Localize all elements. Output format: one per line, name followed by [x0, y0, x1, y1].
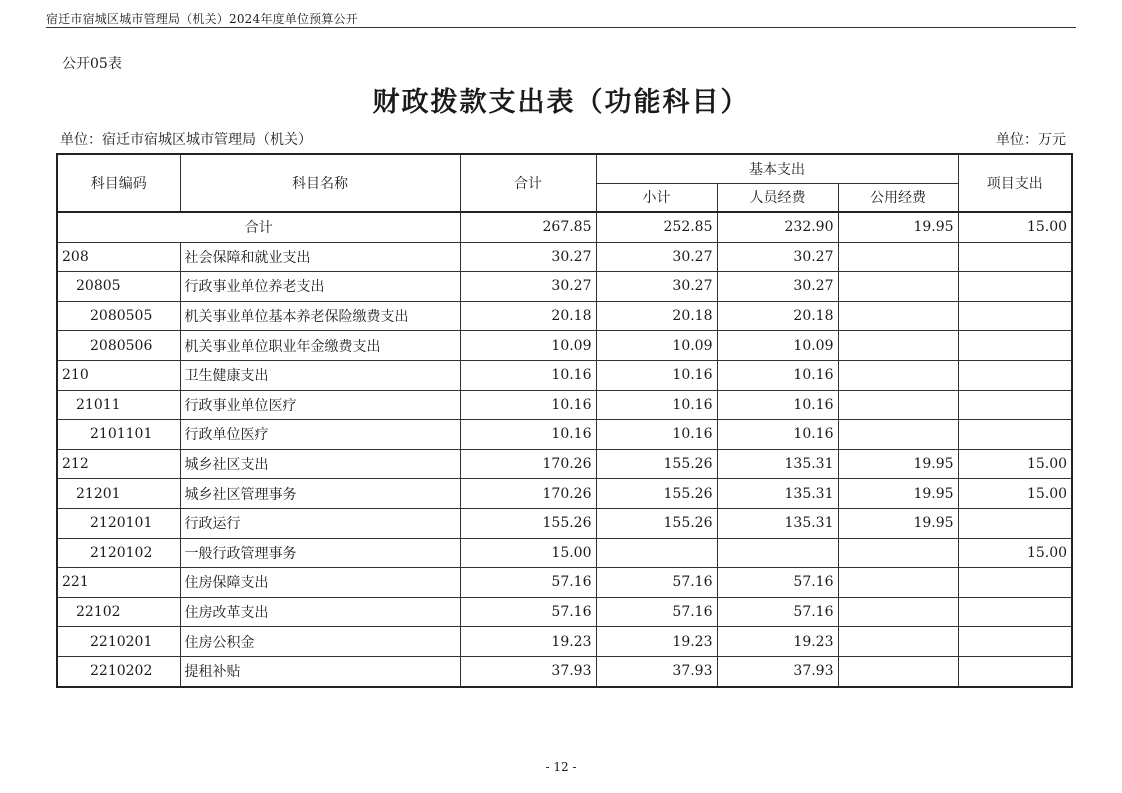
cell-personnel: 135.31 — [717, 508, 838, 538]
header-project: 项目支出 — [958, 154, 1072, 212]
cell-public — [838, 331, 958, 361]
cell-name: 提租补贴 — [180, 656, 460, 686]
page-title: 财政拨款支出表（功能科目） — [372, 87, 750, 118]
cell-public: 19.95 — [838, 479, 958, 509]
cell-subtotal: 10.16 — [596, 420, 717, 450]
cell-name: 城乡社区管理事务 — [180, 479, 460, 509]
cell-project — [958, 508, 1072, 538]
cell-project — [958, 656, 1072, 686]
cell-public — [838, 390, 958, 420]
budget-table — [56, 153, 1073, 688]
cell-total: 10.16 — [460, 390, 596, 420]
table-row — [57, 390, 1072, 420]
currency-unit: 单位：万元 — [996, 132, 1066, 148]
table-row — [57, 656, 1072, 686]
cell-code: 21011 — [57, 390, 180, 420]
cell-total: 10.16 — [460, 360, 596, 390]
cell-name: 一般行政管理事务 — [180, 538, 460, 568]
cell-name: 住房公积金 — [180, 627, 460, 657]
total-amount: 267.85 — [460, 212, 596, 242]
cell-personnel — [717, 538, 838, 568]
cell-subtotal: 20.18 — [596, 301, 717, 331]
cell-total: 57.16 — [460, 597, 596, 627]
cell-name: 社会保障和就业支出 — [180, 242, 460, 272]
cell-personnel: 57.16 — [717, 568, 838, 598]
cell-name: 卫生健康支出 — [180, 360, 460, 390]
cell-code: 210 — [57, 360, 180, 390]
cell-subtotal — [596, 538, 717, 568]
cell-total: 10.16 — [460, 420, 596, 450]
cell-public: 19.95 — [838, 449, 958, 479]
cell-subtotal: 155.26 — [596, 508, 717, 538]
table-row — [57, 449, 1072, 479]
cell-personnel: 135.31 — [717, 449, 838, 479]
cell-code: 2101101 — [57, 420, 180, 450]
table-row — [57, 420, 1072, 450]
cell-project — [958, 568, 1072, 598]
cell-subtotal: 155.26 — [596, 479, 717, 509]
cell-project — [958, 390, 1072, 420]
cell-total: 37.93 — [460, 656, 596, 686]
cell-total: 30.27 — [460, 272, 596, 302]
cell-code: 2080506 — [57, 331, 180, 361]
cell-personnel: 10.16 — [717, 420, 838, 450]
cell-code: 208 — [57, 242, 180, 272]
cell-code: 212 — [57, 449, 180, 479]
total-personnel: 232.90 — [717, 212, 838, 242]
cell-personnel: 30.27 — [717, 242, 838, 272]
cell-total: 20.18 — [460, 301, 596, 331]
cell-code: 21201 — [57, 479, 180, 509]
cell-project: 15.00 — [958, 449, 1072, 479]
cell-subtotal: 10.16 — [596, 390, 717, 420]
cell-subtotal: 10.09 — [596, 331, 717, 361]
cell-project: 15.00 — [958, 538, 1072, 568]
cell-public — [838, 360, 958, 390]
cell-subtotal: 10.16 — [596, 360, 717, 390]
cell-personnel: 30.27 — [717, 272, 838, 302]
cell-public — [838, 420, 958, 450]
cell-code: 22102 — [57, 597, 180, 627]
table-row — [57, 597, 1072, 627]
header-basic: 基本支出 — [596, 154, 958, 183]
cell-project — [958, 331, 1072, 361]
cell-total: 155.26 — [460, 508, 596, 538]
unit-name: 单位：宿迁市宿城区城市管理局（机关） — [60, 132, 312, 148]
cell-name: 住房改革支出 — [180, 597, 460, 627]
cell-name: 行政事业单位养老支出 — [180, 272, 460, 302]
table-row — [57, 508, 1072, 538]
header-rule — [46, 27, 1076, 28]
cell-code: 221 — [57, 568, 180, 598]
cell-subtotal: 57.16 — [596, 568, 717, 598]
table-row — [57, 627, 1072, 657]
cell-name: 行政单位医疗 — [180, 420, 460, 450]
cell-total: 170.26 — [460, 479, 596, 509]
cell-subtotal: 30.27 — [596, 272, 717, 302]
cell-project: 15.00 — [958, 479, 1072, 509]
cell-project — [958, 301, 1072, 331]
cell-name: 机关事业单位基本养老保险缴费支出 — [180, 301, 460, 331]
cell-name: 行政事业单位医疗 — [180, 390, 460, 420]
cell-personnel: 19.23 — [717, 627, 838, 657]
table-row — [57, 568, 1072, 598]
cell-personnel: 37.93 — [717, 656, 838, 686]
cell-personnel: 10.16 — [717, 390, 838, 420]
table-row — [57, 272, 1072, 302]
header-personnel: 人员经费 — [717, 183, 838, 212]
total-project: 15.00 — [958, 212, 1072, 242]
cell-public — [838, 656, 958, 686]
cell-subtotal: 37.93 — [596, 656, 717, 686]
page-number: - 12 - — [545, 760, 577, 774]
total-label: 合计 — [57, 212, 460, 242]
cell-public — [838, 242, 958, 272]
cell-name: 机关事业单位职业年金缴费支出 — [180, 331, 460, 361]
cell-total: 10.09 — [460, 331, 596, 361]
cell-personnel: 135.31 — [717, 479, 838, 509]
cell-total: 15.00 — [460, 538, 596, 568]
cell-name: 行政运行 — [180, 508, 460, 538]
cell-subtotal: 19.23 — [596, 627, 717, 657]
cell-public — [838, 272, 958, 302]
cell-code: 2120102 — [57, 538, 180, 568]
document-header: 宿迁市宿城区城市管理局（机关）2024年度单位预算公开 — [46, 12, 358, 26]
cell-personnel: 20.18 — [717, 301, 838, 331]
cell-project — [958, 272, 1072, 302]
cell-personnel: 10.16 — [717, 360, 838, 390]
cell-total: 57.16 — [460, 568, 596, 598]
table-row — [57, 242, 1072, 272]
header-subtotal: 小计 — [596, 183, 717, 212]
cell-subtotal: 155.26 — [596, 449, 717, 479]
cell-personnel: 10.09 — [717, 331, 838, 361]
table-row — [57, 538, 1072, 568]
cell-code: 2210201 — [57, 627, 180, 657]
cell-public — [838, 538, 958, 568]
cell-code: 2210202 — [57, 656, 180, 686]
cell-public — [838, 568, 958, 598]
cell-code: 2120101 — [57, 508, 180, 538]
cell-public: 19.95 — [838, 508, 958, 538]
cell-total: 170.26 — [460, 449, 596, 479]
cell-public — [838, 597, 958, 627]
cell-code: 2080505 — [57, 301, 180, 331]
form-number: 公开05表 — [62, 56, 122, 72]
table-row — [57, 479, 1072, 509]
cell-public — [838, 301, 958, 331]
cell-project — [958, 420, 1072, 450]
cell-name: 城乡社区支出 — [180, 449, 460, 479]
cell-name: 住房保障支出 — [180, 568, 460, 598]
cell-project — [958, 597, 1072, 627]
header-total: 合计 — [460, 154, 596, 212]
cell-project — [958, 242, 1072, 272]
cell-public — [838, 627, 958, 657]
table-row — [57, 301, 1072, 331]
total-public: 19.95 — [838, 212, 958, 242]
total-row — [57, 212, 1072, 242]
header-name: 科目名称 — [180, 154, 460, 212]
cell-project — [958, 360, 1072, 390]
cell-total: 19.23 — [460, 627, 596, 657]
cell-project — [958, 627, 1072, 657]
table-row — [57, 331, 1072, 361]
header-public: 公用经费 — [838, 183, 958, 212]
header-code: 科目编码 — [57, 154, 180, 212]
cell-personnel: 57.16 — [717, 597, 838, 627]
table-row — [57, 360, 1072, 390]
total-subtotal: 252.85 — [596, 212, 717, 242]
cell-subtotal: 30.27 — [596, 242, 717, 272]
cell-total: 30.27 — [460, 242, 596, 272]
cell-subtotal: 57.16 — [596, 597, 717, 627]
cell-code: 20805 — [57, 272, 180, 302]
